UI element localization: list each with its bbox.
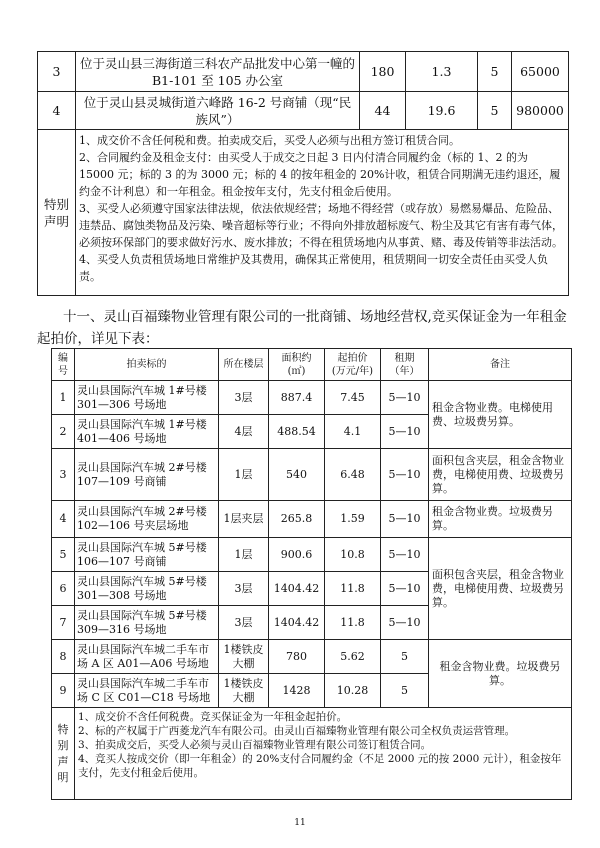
lot-remark: 面积包含夹层，租金含物业费，电梯使用费、垃圾费另算。 (429, 449, 572, 501)
lot-number: 1 (52, 381, 75, 415)
note-item: 3、拍卖成交后，买受人必须与灵山百福臻物业管理有限公司签订租赁合同。 (78, 739, 432, 751)
lot-term: 5—10 (381, 538, 429, 572)
special-statement-notes (76, 130, 569, 296)
lot-floor: 1楼铁皮大棚 (219, 640, 269, 674)
lot-remark: 租金含物业费。电梯使用费、垃圾费另算。 (429, 381, 572, 449)
lot-area: 1404.42 (269, 606, 325, 640)
header-no: 编号 (52, 349, 75, 381)
lot-price: 7.45 (325, 381, 381, 415)
lot-name: 灵山县国际汽车城 1#号楼 301—306 号场地 (75, 381, 219, 415)
lot-floor: 1层夹层 (219, 501, 269, 538)
note-item: 4、竞买人按成交价（即一年租金）的 20%支付合同履约金（不足 2000 元的按 2000 元计），租金按年支付，先支付租金后使用。 (78, 753, 562, 779)
lot-name: 灵山县国际汽车城 5#号楼 309—316 号场地 (75, 606, 219, 640)
lot-price: 6.48 (325, 449, 381, 501)
lot-number: 8 (52, 640, 75, 674)
lot-area: 900.6 (269, 538, 325, 572)
lot-number: 2 (52, 415, 75, 449)
lot-deposit: 65000 (512, 52, 569, 92)
lot-floor: 4层 (219, 415, 269, 449)
special-statement-notes (75, 708, 572, 800)
lot-number: 4 (38, 92, 76, 130)
header-name: 拍卖标的 (75, 349, 219, 381)
lot-number: 5 (52, 538, 75, 572)
header-floor: 所在楼层 (219, 349, 269, 381)
lot-term: 5—10 (381, 415, 429, 449)
lot-term: 5 (478, 52, 512, 92)
lot-number: 6 (52, 572, 75, 606)
lot-term: 5—10 (381, 606, 429, 640)
table-row (52, 538, 572, 572)
special-statement-label: 特别声明 (52, 708, 75, 800)
lot-price: 19.6 (406, 92, 478, 130)
top-auction-table (37, 51, 569, 296)
lot-price: 1.3 (406, 52, 478, 92)
lot-price: 4.1 (325, 415, 381, 449)
lot-remark: 租金含物业费。垃圾费另算。 (429, 501, 572, 538)
note-item: 2、标的产权属于广西菱龙汽车有限公司。由灵山百福臻物业管理有限公司全权负责运营管理。 (78, 725, 516, 737)
lot-price: 11.8 (325, 572, 381, 606)
note-item: 2、合同履约金及租金支付：由买受人于成交之日起 3 日内付清合同履约金（标的 1、2 的为 15000 元；标的 3 的为 3000 元；标的 4 的按年租金的 20%计收，租赁合同期满无违约退还，履约金不计利息）和一年租金。租金按年支付，先支付租金后使用。 (79, 151, 561, 198)
header-term: 租期（年） (381, 349, 429, 381)
lot-name: 灵山县国际汽车城二手车市场 C 区 C01—C18 号场地 (75, 674, 219, 708)
special-statement-label: 特别声明 (38, 130, 76, 296)
lot-name: 灵山县国际汽车城 5#号楼 106—107 号商铺 (75, 538, 219, 572)
lot-number: 4 (52, 501, 75, 538)
special-statement-row (52, 708, 572, 800)
lot-floor: 1层 (219, 449, 269, 501)
lot-name: 灵山县国际汽车城 2#号楼 102—106 号夹层场地 (75, 501, 219, 538)
lot-name: 灵山县国际汽车城 1#号楼 401—406 号场地 (75, 415, 219, 449)
lot-floor: 3层 (219, 606, 269, 640)
lot-deposit: 980000 (512, 92, 569, 130)
lot-area: 180 (360, 52, 406, 92)
lot-term: 5—10 (381, 449, 429, 501)
lot-term: 5—10 (381, 381, 429, 415)
lot-name: 灵山县国际汽车城 5#号楼 301—308 号场地 (75, 572, 219, 606)
lot-name: 位于灵山县三海街道三科农产品批发中心第一幢的 B1-101 至 105 办公室 (76, 52, 360, 92)
lot-floor: 1层 (219, 538, 269, 572)
lot-remark: 租金含物业费。垃圾费另算。 (429, 640, 572, 708)
section-title: 十一、灵山百福臻物业管理有限公司的一批商铺、场地经营权,竞买保证金为一年租金起拍价，详见下表： (37, 309, 567, 347)
lot-number: 3 (38, 52, 76, 92)
lot-price: 10.8 (325, 538, 381, 572)
table-row (38, 92, 569, 130)
lot-term: 5 (478, 92, 512, 130)
lot-price: 10.28 (325, 674, 381, 708)
lot-name: 灵山县国际汽车城二手车市场 A 区 A01—A06 号场地 (75, 640, 219, 674)
page-number: 11 (294, 818, 306, 828)
lot-area: 488.54 (269, 415, 325, 449)
table-row (52, 640, 572, 674)
lot-term: 5 (381, 640, 429, 674)
table-row (38, 52, 569, 92)
lot-price: 1.59 (325, 501, 381, 538)
lot-remark: 面积包含夹层，租金含物业费，电梯使用费、垃圾费另算。 (429, 538, 572, 640)
special-statement-row (38, 130, 569, 296)
lot-number: 3 (52, 449, 75, 501)
lot-floor: 3层 (219, 572, 269, 606)
lot-name: 位于灵山县灵城街道六峰路 16-2 号商铺（现“民族风”） (76, 92, 360, 130)
lot-area: 540 (269, 449, 325, 501)
lot-term: 5 (381, 674, 429, 708)
header-area: 面积约 (㎡) (269, 349, 325, 381)
lot-area: 780 (269, 640, 325, 674)
lot-name: 灵山县国际汽车城 2#号楼 107—109 号商铺 (75, 449, 219, 501)
lot-area: 1428 (269, 674, 325, 708)
table-row (52, 501, 572, 538)
lot-area: 44 (360, 92, 406, 130)
lot-number: 9 (52, 674, 75, 708)
table-header-row (52, 349, 572, 381)
lot-term: 5—10 (381, 501, 429, 538)
header-remark: 备注 (429, 349, 572, 381)
lot-price: 11.8 (325, 606, 381, 640)
table-row (52, 449, 572, 501)
lot-floor: 3层 (219, 381, 269, 415)
lot-area: 265.8 (269, 501, 325, 538)
lot-area: 887.4 (269, 381, 325, 415)
header-price: 起拍价 (万元/年) (325, 349, 381, 381)
note-item: 3、买受人必须遵守国家法律法规，依法依规经营；场地不得经营（或存放）易燃易爆品、危险品、违禁品、腐蚀类物品及污染、噪音超标等行业；不得向外排放超标废气、粉尘及其它有害有毒气体，必须按环保部门的要求做好污水、废水排放；不得在租赁场地内从事黄、赌、毒及传销等非法活动。 (79, 202, 563, 249)
lot-term: 5—10 (381, 572, 429, 606)
lot-price: 5.62 (325, 640, 381, 674)
lot-area: 1404.42 (269, 572, 325, 606)
note-item: 1、成交价不含任何税和费。拍卖成交后，买受人必须与出租方签订租赁合同。 (79, 134, 460, 147)
table-row (52, 381, 572, 415)
lot-floor: 1楼铁皮大棚 (219, 674, 269, 708)
main-auction-table (51, 348, 572, 800)
lot-number: 7 (52, 606, 75, 640)
note-item: 1、成交价不含任何税费。竞买保证金为一年租金起拍价。 (78, 711, 348, 723)
note-item: 4、买受人负责租赁场地日常维护及其费用，确保其正常使用，租赁期间一切安全责任由买受人负责。 (79, 253, 548, 283)
